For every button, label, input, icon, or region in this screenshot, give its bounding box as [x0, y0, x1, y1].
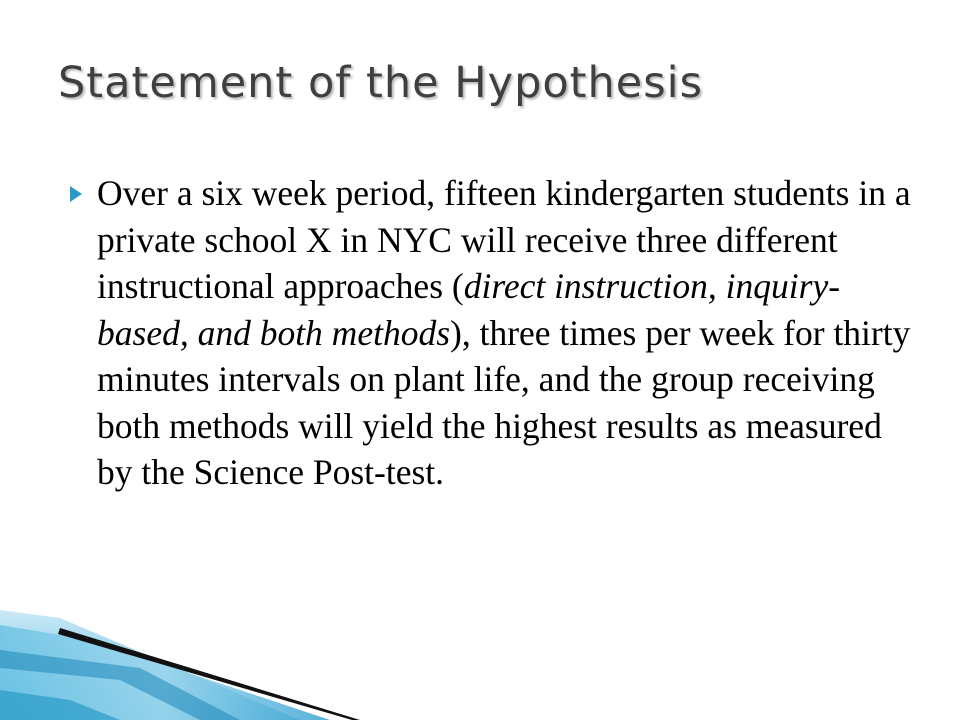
bullet-text-italic: direct instruction, inquiry-based, and both methods [97, 266, 841, 353]
triangle-bullet-icon [70, 186, 82, 202]
bullet-text [97, 170, 918, 496]
bullet-item [68, 170, 918, 496]
bullet-text-part1: Over a six week period, fifteen kindergarten students in a private school X in NYC will receive three different instructional approaches ( [97, 173, 911, 306]
bullet-text-part2: ), three times per week for thirty minutes intervals on plant life, and the group receiving both methods will yield the highest results as measured by the Science Post-test. [97, 312, 911, 492]
page-title: Statement of the Hypothesis [58, 58, 703, 108]
